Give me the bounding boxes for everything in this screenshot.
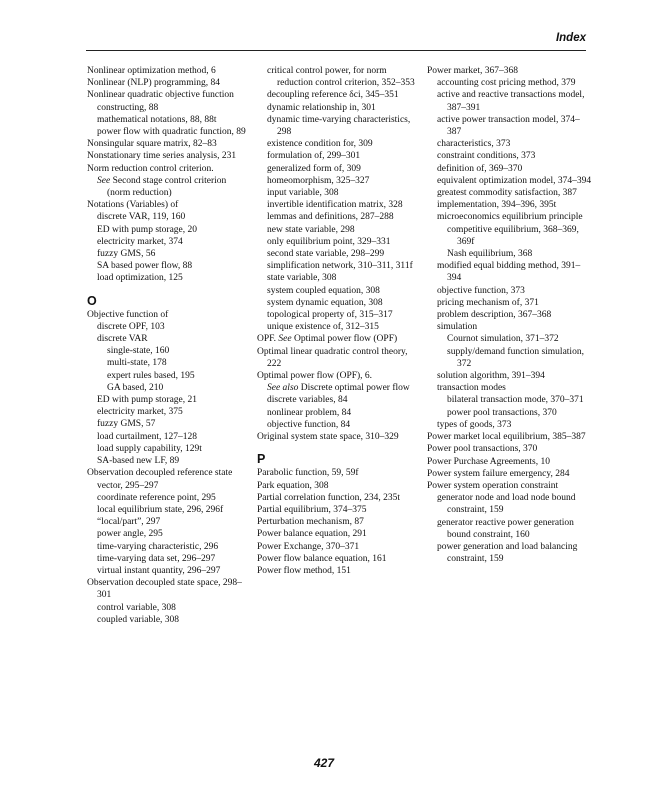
- index-subentry: [427, 199, 593, 211]
- entry-text: Discrete optimal power flow: [298, 383, 410, 394]
- index-subentry: [87, 345, 249, 357]
- entry-text: Optimal linear quadratic control theory, 222: [257, 346, 408, 369]
- entry-text: time-varying data set, 296–297: [97, 553, 216, 564]
- entry-text: Notations (Variables) of: [87, 200, 179, 211]
- index-entry: [257, 431, 419, 443]
- entry-text: unique existence of, 312–315: [267, 322, 379, 333]
- index-subentry: [427, 211, 593, 223]
- entry-text: critical control power, for norm reduction control criterion, 352–353: [267, 66, 415, 89]
- entry-text: Nonlinear quadratic objective function: [87, 90, 234, 101]
- entry-text: objective function, 373: [437, 285, 525, 296]
- entry-text: Power flow balance equation, 161: [257, 553, 387, 564]
- index-subentry: [87, 553, 249, 565]
- entry-text: single-state, 160: [107, 346, 170, 357]
- entry-text: virtual instant quantity, 296–297: [97, 565, 221, 576]
- see-reference: See: [97, 175, 111, 186]
- see-reference: See: [278, 334, 292, 345]
- entry-text: input variable, 308: [267, 188, 339, 199]
- index-subentry: [427, 114, 593, 138]
- index-entry: [87, 577, 249, 601]
- entry-text: Power flow method, 151: [257, 565, 351, 576]
- entry-prefix: OPF.: [257, 334, 279, 345]
- index-entry: [257, 467, 419, 479]
- index-subentry: [257, 309, 419, 321]
- entry-text: problem description, 367–368: [437, 310, 552, 321]
- index-entry: [427, 456, 593, 468]
- index-subentry: [427, 163, 593, 175]
- entry-text: generator reactive power generation bound constraint, 160: [437, 517, 574, 540]
- entry-text: types of goods, 373: [437, 419, 512, 430]
- entry-text: load supply capability, 129t: [97, 443, 202, 454]
- entry-text: system coupled equation, 308: [267, 285, 380, 296]
- index-subentry: [257, 199, 419, 211]
- entry-text: solution algorithm, 391–394: [437, 371, 545, 382]
- index-entry: [87, 89, 249, 101]
- entry-text: Observation decoupled reference state vector, 295–297: [87, 468, 233, 491]
- index-subentry: [87, 333, 249, 345]
- index-entry: [427, 480, 593, 492]
- index-subentry: [257, 236, 419, 248]
- entry-text: local equilibrium state, 296, 296f: [97, 504, 224, 515]
- entry-text: Park equation, 308: [257, 480, 329, 491]
- index-subentry: [87, 516, 249, 528]
- entry-text: discrete variables, 84: [267, 395, 348, 406]
- entry-text: pricing mechanism of, 371: [437, 297, 539, 308]
- entry-text: Parabolic function, 59, 59f: [257, 468, 359, 479]
- index-entry: [87, 77, 249, 89]
- entry-text: discrete VAR: [97, 334, 148, 345]
- index-entry: [257, 565, 419, 577]
- index-subentry: [257, 114, 419, 138]
- entry-text: definition of, 369–370: [437, 163, 523, 174]
- index-subentry: [427, 333, 593, 345]
- entry-text: only equilibrium point, 329–331: [267, 236, 391, 247]
- index-subentry: [87, 492, 249, 504]
- entry-text: decoupling reference δci, 345–351: [267, 90, 399, 101]
- entry-text: Nonsingular square matrix, 82–83: [87, 139, 217, 150]
- entry-text: fuzzy GMS, 56: [97, 249, 156, 260]
- entry-text: ED with pump storage, 20: [97, 224, 198, 235]
- entry-text: implementation, 394–396, 395t: [437, 200, 557, 211]
- running-header-title: Index: [555, 32, 586, 44]
- entry-text: Power market, 367–368: [427, 66, 519, 76]
- entry-text: power generation and load balancing constraint, 159: [437, 541, 578, 565]
- index-subentry: [87, 370, 249, 382]
- index-subentry: [87, 211, 249, 223]
- entry-text: time-varying characteristic, 296: [97, 541, 219, 552]
- entry-text: Nash equilibrium, 368: [447, 249, 533, 260]
- entry-text: Objective function of: [87, 309, 169, 320]
- entry-text: expert rules based, 195: [107, 370, 195, 381]
- index-subentry: [87, 431, 249, 443]
- entry-text: second state variable, 298–299: [267, 249, 385, 260]
- entry-text: lemmas and definitions, 287–288: [267, 212, 394, 223]
- index-section-letter: O: [87, 293, 97, 308]
- index-subentry: [427, 175, 593, 187]
- entry-text: constructing, 88: [97, 102, 159, 113]
- entry-text: simulation: [437, 322, 478, 333]
- index-subentry: [87, 406, 249, 418]
- entry-text: system dynamic equation, 308: [267, 297, 383, 308]
- index-subentry: [87, 357, 249, 369]
- entry-text: existence condition for, 309: [267, 139, 373, 150]
- entry-text: Power system operation constraint: [427, 480, 559, 491]
- index-subentry: [257, 211, 419, 223]
- index-entry: [427, 431, 593, 443]
- index-subentry: [257, 394, 419, 406]
- entry-text: competitive equilibrium, 368–369, 369f: [447, 224, 579, 247]
- entry-text: load curtailment, 127–128: [97, 431, 197, 442]
- index-subentry: [87, 224, 249, 236]
- entry-text: invertible identification matrix, 328: [267, 200, 403, 211]
- entry-text: formulation of, 299–301: [267, 151, 361, 162]
- index-subentry: [427, 224, 593, 248]
- entry-text: Power balance equation, 291: [257, 529, 367, 540]
- index-subentry: [427, 321, 593, 333]
- index-subentry: [257, 272, 419, 284]
- index-entry: [87, 163, 249, 175]
- index-entry: [427, 468, 593, 480]
- index-subentry: [257, 321, 419, 333]
- entry-text: Perturbation mechanism, 87: [257, 517, 364, 528]
- entry-text: dynamic relationship in, 301: [267, 102, 376, 113]
- entry-text: electricity market, 375: [97, 407, 183, 418]
- index-subentry: [427, 492, 593, 516]
- index-entry: [257, 516, 419, 528]
- entry-text: Power system failure emergency, 284: [427, 468, 570, 479]
- entry-text: homeomorphism, 325–327: [267, 175, 370, 186]
- entry-text: constraint conditions, 373: [437, 151, 536, 162]
- index-subentry: [427, 419, 593, 431]
- index-subentry: [257, 138, 419, 150]
- entry-text: SA-based new LF, 89: [97, 456, 180, 467]
- index-subentry: [87, 114, 249, 126]
- entry-text: coordinate reference point, 295: [97, 492, 216, 503]
- index-subentry: [87, 602, 249, 614]
- index-column-1: [87, 65, 249, 626]
- entry-text: power flow with quadratic function, 89: [97, 127, 246, 138]
- index-subentry: [427, 517, 593, 541]
- index-subentry: [257, 419, 419, 431]
- index-subentry: [87, 394, 249, 406]
- entry-text: Optimal power flow (OPF), 6.: [257, 371, 373, 382]
- entry-text: Power Exchange, 370–371: [257, 541, 360, 552]
- index-subentry: [427, 370, 593, 382]
- entry-text: generator node and load node bound constraint, 159: [437, 493, 576, 516]
- entry-text: GA based, 210: [107, 382, 164, 393]
- entry-text: Second stage control criterion (norm reduction): [107, 175, 227, 199]
- index-entry: [87, 65, 249, 77]
- index-subentry: [427, 187, 593, 199]
- entry-text: dynamic time-varying characteristics, 298: [267, 114, 411, 138]
- index-subentry: [427, 394, 593, 406]
- entry-text: accounting cost pricing method, 379: [437, 78, 576, 89]
- entry-text: Norm reduction control criterion.: [87, 163, 214, 174]
- entry-text: new state variable, 298: [267, 224, 355, 235]
- index-entry: [87, 150, 249, 162]
- page-number: 427: [313, 756, 335, 770]
- index-subentry: [427, 89, 593, 113]
- entry-text: electricity market, 374: [97, 236, 183, 247]
- entry-text: objective function, 84: [267, 419, 351, 430]
- index-subentry: [257, 150, 419, 162]
- index-subentry: [87, 455, 249, 467]
- entry-text: transaction modes: [437, 383, 506, 394]
- index-subentry: [87, 504, 249, 516]
- index-subentry: [87, 541, 249, 553]
- index-subentry: [257, 407, 419, 419]
- index-entry: [257, 333, 419, 345]
- index-subentry: [427, 150, 593, 162]
- header-rule: [86, 50, 586, 51]
- entry-text: Nonstationary time series analysis, 231: [87, 151, 237, 162]
- index-entry: [87, 138, 249, 150]
- entry-text: mathematical notations, 88, 88t: [97, 114, 217, 125]
- entry-text: topological property of, 315–317: [267, 310, 393, 321]
- entry-text: Optimal power flow (OPF): [291, 334, 398, 345]
- entry-text: active power transaction model, 374–387: [437, 114, 580, 138]
- index-subentry: [257, 175, 419, 187]
- index-entry: [257, 553, 419, 565]
- index-subentry: [427, 77, 593, 89]
- entry-text: Partial equilibrium, 374–375: [257, 504, 367, 515]
- index-subentry: [257, 248, 419, 260]
- index-subentry: [257, 65, 419, 89]
- index-entry: [257, 504, 419, 516]
- entry-text: Observation decoupled state space, 298–301: [87, 578, 242, 601]
- index-subentry: [87, 175, 249, 199]
- index-section-letter: P: [257, 452, 266, 467]
- entry-text: generalized form of, 309: [267, 163, 361, 174]
- see-reference: See also: [267, 383, 299, 394]
- index-entry: [427, 443, 593, 455]
- index-subentry: [87, 418, 249, 430]
- index-subentry: [427, 285, 593, 297]
- index-subentry: [87, 614, 249, 626]
- index-entry: [87, 309, 249, 321]
- index-subentry: [427, 248, 593, 260]
- index-subentry: [87, 565, 249, 577]
- index-subentry: [87, 528, 249, 540]
- entry-text: supply/demand function simulation, 372: [447, 346, 584, 369]
- index-subentry: [427, 297, 593, 309]
- index-subentry: [427, 138, 593, 150]
- entry-text: coupled variable, 308: [97, 614, 180, 625]
- index-entry: [257, 346, 419, 370]
- entry-text: microeconomics equilibrium principle: [437, 212, 583, 223]
- index-entry: [257, 370, 419, 382]
- index-subentry: [257, 163, 419, 175]
- index-subentry: [257, 102, 419, 114]
- entry-text: SA based power flow, 88: [97, 261, 193, 272]
- entry-text: “local/part”, 297: [97, 517, 161, 528]
- entry-text: Nonlinear (NLP) programming, 84: [87, 78, 220, 89]
- entry-text: greatest commodity satisfaction, 387: [437, 188, 577, 199]
- entry-text: state variable, 308: [267, 273, 337, 284]
- index-subentry: [87, 272, 249, 284]
- entry-text: Power pool transactions, 370: [427, 444, 538, 455]
- index-subentry: [87, 443, 249, 455]
- index-subentry: [257, 382, 419, 394]
- entry-text: discrete VAR, 119, 160: [97, 212, 186, 223]
- index-column-3: [427, 65, 593, 565]
- section-gap: [257, 443, 419, 451]
- index-subentry: [87, 126, 249, 138]
- index-subentry: [427, 382, 593, 394]
- index-subentry: [87, 382, 249, 394]
- index-subentry: [87, 236, 249, 248]
- index-subentry: [427, 309, 593, 321]
- index-subentry: [257, 89, 419, 101]
- entry-text: discrete OPF, 103: [97, 321, 165, 332]
- index-column-2: [257, 65, 419, 577]
- index-subentry: [257, 187, 419, 199]
- entry-text: simplification network, 310–311, 311f: [267, 261, 413, 272]
- index-entry: [427, 65, 593, 77]
- entry-text: active and reactive transactions model, 387–391: [437, 90, 585, 113]
- index-entry: [257, 480, 419, 492]
- index-entry: [87, 467, 249, 491]
- index-entry: [87, 199, 249, 211]
- entry-text: ED with pump storage, 21: [97, 395, 198, 406]
- index-subentry: [427, 541, 593, 565]
- entry-text: fuzzy GMS, 57: [97, 419, 156, 430]
- section-gap: [87, 285, 249, 293]
- entry-text: power angle, 295: [97, 529, 163, 540]
- entry-text: nonlinear problem, 84: [267, 407, 352, 418]
- entry-text: load optimization, 125: [97, 273, 183, 284]
- index-entry: [257, 541, 419, 553]
- index-subentry: [257, 285, 419, 297]
- index-entry: [257, 492, 419, 504]
- entry-text: control variable, 308: [97, 602, 176, 613]
- entry-text: modified equal bidding method, 391–394: [437, 261, 581, 284]
- index-subentry: [427, 407, 593, 419]
- entry-text: bilateral transaction mode, 370–371: [447, 395, 584, 406]
- index-subentry: [87, 260, 249, 272]
- entry-text: equivalent optimization model, 374–394: [437, 175, 592, 186]
- index-subentry: [427, 260, 593, 284]
- index-entry: [257, 528, 419, 540]
- index-subentry: [87, 321, 249, 333]
- index-subentry: [87, 248, 249, 260]
- entry-text: multi-state, 178: [107, 358, 167, 369]
- entry-text: Nonlinear optimization method, 6: [87, 66, 216, 76]
- entry-text: power pool transactions, 370: [447, 407, 557, 418]
- entry-text: Partial correlation function, 234, 235t: [257, 492, 400, 503]
- index-subentry: [257, 260, 419, 272]
- entry-text: Power market local equilibrium, 385–387: [427, 432, 586, 443]
- index-subentry: [257, 297, 419, 309]
- entry-text: Cournot simulation, 371–372: [447, 334, 559, 345]
- index-subentry: [257, 224, 419, 236]
- entry-text: Original system state space, 310–329: [257, 432, 399, 443]
- entry-text: characteristics, 373: [437, 139, 511, 150]
- index-subentry: [427, 346, 593, 370]
- index-subentry: [87, 102, 249, 114]
- entry-text: Power Purchase Agreements, 10: [427, 456, 550, 467]
